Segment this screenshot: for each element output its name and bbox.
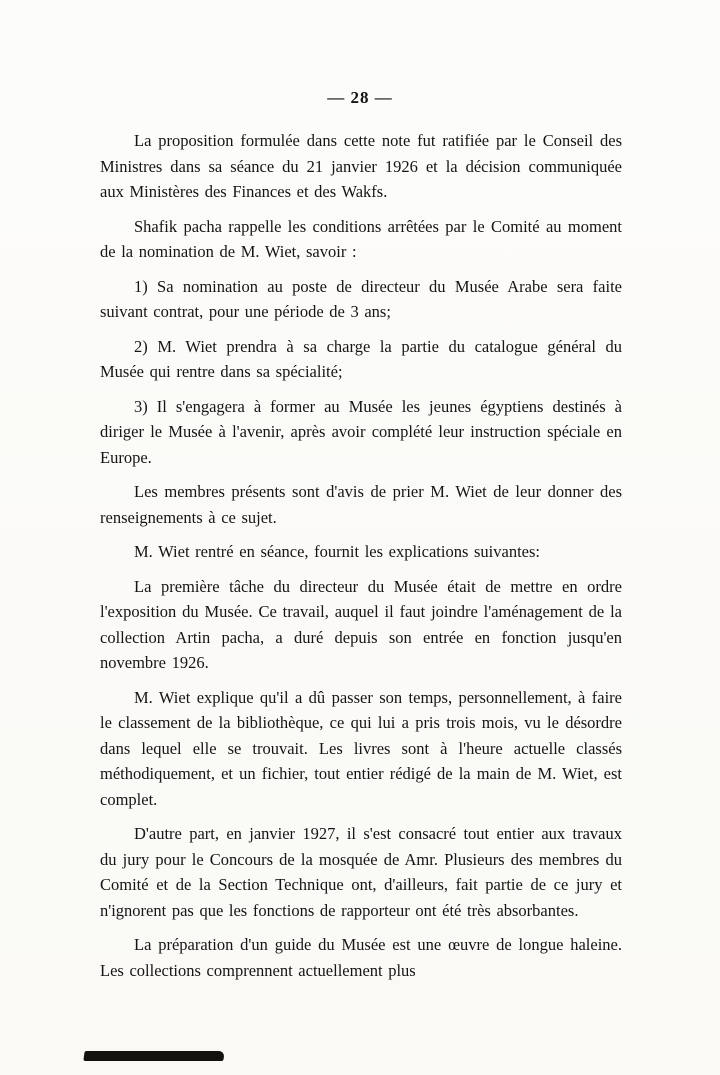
- paragraph: D'autre part, en janvier 1927, il s'est consacré tout entier aux travaux du jury pour le Concours de la mosquée de Amr. Plusieurs des membres du Comité et de la Section Technique ont, d'ailleurs, fait partie de ce jury et n'ignorent pas que les fonctions de rapporteur ont été très absorbantes.: [100, 824, 622, 920]
- paragraph: Shafik pacha rappelle les conditions arrêtées par le Comité au moment de la nomination de M. Wiet, savoir :: [100, 216, 622, 261]
- paragraph: M. Wiet rentré en séance, fournit les explications suivantes:: [134, 542, 540, 561]
- paragraph: M. Wiet explique qu'il a dû passer son temps, personnellement, à faire le classement de la bibliothèque, ce qui lui a pris trois mois, vu le désordre dans lequel elle se trouvait. Les livres sont à l'heure actuelle classés méthodiquement, et un fichier, tout entier rédigé de la main de M. Wiet, est complet.: [100, 687, 622, 809]
- paragraph: La première tâche du directeur du Musée était de mettre en ordre l'exposition du Musée. Ce travail, auquel il faut joindre l'aménagement de la collection Artin pacha, a duré depuis son entrée en fonction jusqu'en novembre 1926.: [100, 576, 622, 672]
- scan-artifact: [83, 1051, 224, 1061]
- paragraph: 1) Sa nomination au poste de directeur du Musée Arabe sera faite suivant contrat, pour une période de 3 ans;: [100, 276, 622, 321]
- paragraph: 3) Il s'engagera à former au Musée les jeunes égyptiens destinés à diriger le Musée à l'avenir, après avoir complété leur instruction spéciale en Europe.: [100, 396, 622, 467]
- paragraph: 2) M. Wiet prendra à sa charge la partie du catalogue général du Musée qui rentre dans sa spécialité;: [100, 336, 622, 381]
- page-number: — 28 —: [327, 88, 393, 107]
- text-block: [100, 128, 622, 983]
- paragraph: La préparation d'un guide du Musée est une œuvre de longue haleine. Les collections comprennent actuellement plus: [100, 935, 622, 980]
- paragraph: La proposition formulée dans cette note fut ratifiée par le Conseil des Ministres dans sa séance du 21 janvier 1926 et la décision communiquée aux Ministères des Finances et des Wakfs.: [100, 131, 622, 201]
- paragraph: Les membres présents sont d'avis de prier M. Wiet de leur donner des renseignements à ce sujet.: [100, 482, 622, 527]
